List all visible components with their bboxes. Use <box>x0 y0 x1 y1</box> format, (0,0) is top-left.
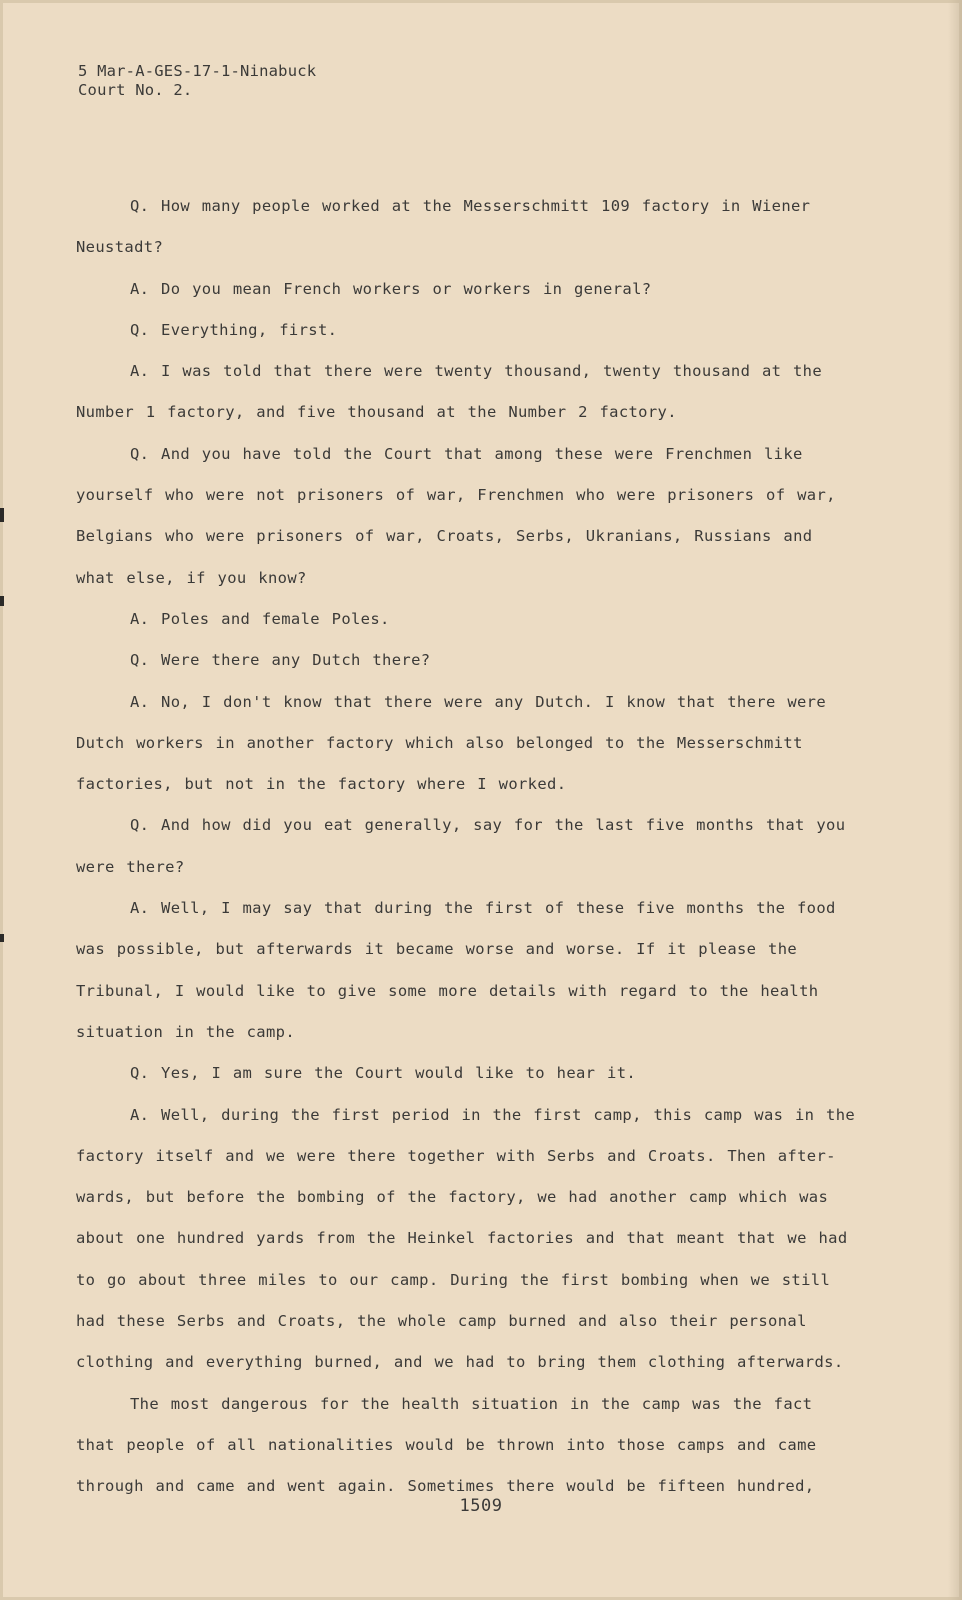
document-header <box>78 62 316 100</box>
header-line-1: 5 Mar-A-GES-17-1-Ninabuck <box>78 62 317 80</box>
transcript-line: through and came and went again. Sometimes there would be fifteen hundred, <box>76 1477 815 1496</box>
margin-mark <box>0 508 4 522</box>
transcript-line: Dutch workers in another factory which also belonged to the Messerschmitt <box>76 733 803 752</box>
transcript-line: Belgians who were prisoners of war, Croats, Serbs, Ukranians, Russians and <box>76 527 813 546</box>
transcript-line: Tribunal, I would like to give some more details with regard to the health <box>76 981 819 1000</box>
transcript-line: Number 1 factory, and five thousand at the Number 2 factory. <box>76 403 677 422</box>
transcript-line: what else, if you know? <box>76 568 307 587</box>
header-line-2: Court No. 2. <box>78 81 193 99</box>
transcript-line: were there? <box>76 857 185 876</box>
transcript-line: wards, but before the bombing of the factory, we had another camp which was <box>76 1188 829 1207</box>
transcript-line: about one hundred yards from the Heinkel factories and that meant that we had <box>76 1229 848 1248</box>
transcript-line: Q. Everything, first. <box>130 320 338 339</box>
transcript-line: Neustadt? <box>76 238 164 257</box>
transcript-line: factory itself and we were there together with Serbs and Croats. Then after- <box>76 1146 836 1165</box>
transcript-line: A. Do you mean French workers or workers in general? <box>130 279 652 298</box>
transcript-body <box>76 186 876 1508</box>
transcript-line: factories, but not in the factory where I worked. <box>76 775 567 794</box>
transcript-line: Q. Yes, I am sure the Court would like to hear it. <box>130 1064 637 1083</box>
transcript-line: A. Well, during the first period in the first camp, this camp was in the <box>130 1105 856 1124</box>
margin-mark <box>0 934 4 942</box>
transcript-line: yourself who were not prisoners of war, Frenchmen who were prisoners of war, <box>76 486 836 505</box>
page-number: 1509 <box>459 1496 503 1516</box>
transcript-line: that people of all nationalities would be thrown into those camps and came <box>76 1435 817 1454</box>
margin-mark <box>0 596 4 606</box>
transcript-line: A. No, I don't know that there were any Dutch. I know that there were <box>130 692 827 711</box>
transcript-line: Q. Were there any Dutch there? <box>130 651 431 670</box>
transcript-line: Q. And how did you eat generally, say for the last five months that you <box>130 816 846 835</box>
transcript-line: was possible, but afterwards it became worse and worse. If it please the <box>76 940 798 959</box>
transcript-line: Q. And you have told the Court that among these were Frenchmen like <box>130 444 803 463</box>
transcript-line: A. Poles and female Poles. <box>130 609 390 628</box>
transcript-line: had these Serbs and Croats, the whole camp burned and also their personal <box>76 1312 807 1331</box>
transcript-line: Q. How many people worked at the Messerschmitt 109 factory in Wiener <box>130 197 811 215</box>
transcript-line: A. Well, I may say that during the first of these five months the food <box>130 899 836 918</box>
transcript-line: clothing and everything burned, and we had to bring them clothing afterwards. <box>76 1353 844 1372</box>
transcript-line: The most dangerous for the health situation in the camp was the fact <box>130 1394 813 1413</box>
transcript-line: to go about three miles to our camp. During the first bombing when we still <box>76 1270 831 1289</box>
page-edge-shadow <box>948 0 962 1600</box>
transcript-line: situation in the camp. <box>76 1022 295 1041</box>
transcript-line: A. I was told that there were twenty thousand, twenty thousand at the <box>130 362 823 381</box>
